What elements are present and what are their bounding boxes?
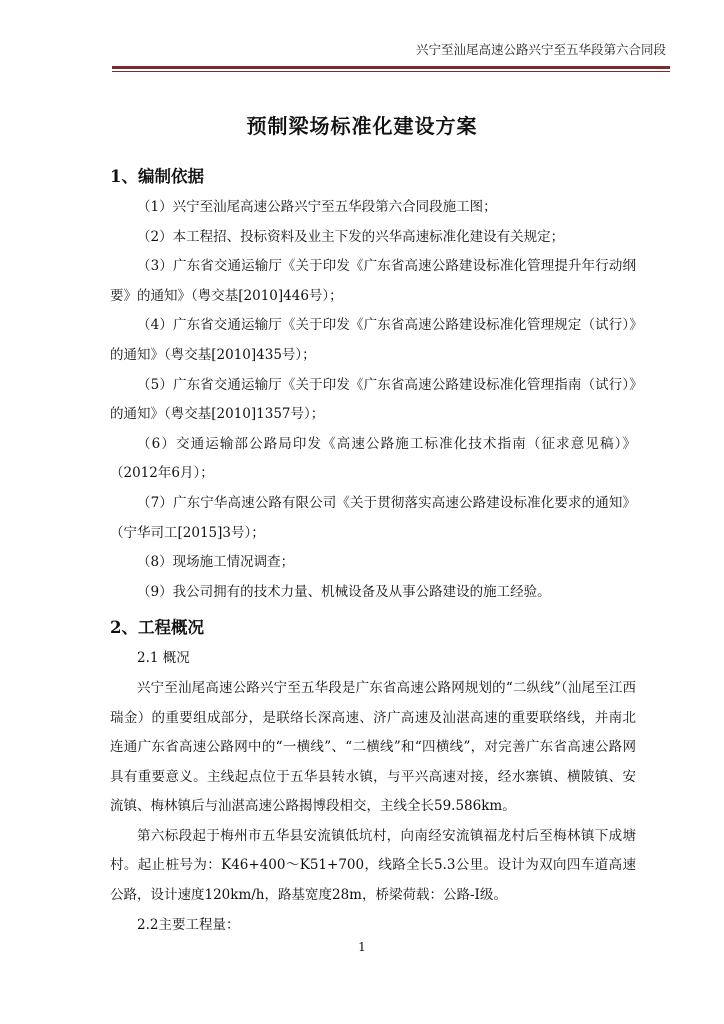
basis-item: （5）广东省交通运输厅《关于印发《广东省高速公路建设标准化管理指南（试行）》的通知》（粤交基[2010]1357号）；: [110, 376, 636, 423]
section-2-heading: 2、工程概况: [110, 618, 204, 638]
subsection-heading: 2.2主要工程量：: [137, 916, 240, 933]
basis-item: （3）广东省交通运输厅《关于印发《广东省高速公路建设标准化管理提升年行动纲要》的通知》（粤交基[2010]446号）；: [110, 258, 636, 304]
basis-item: （2）本工程招、投标资料及业主下发的兴华高速标准化建设有关规定；: [137, 228, 565, 245]
basis-item: （6）交通运输部公路局印发《高速公路施工标准化技术指南（征求意见稿）》（2012年6月）；: [110, 435, 636, 482]
document-title: 预制梁场标准化建设方案: [246, 114, 478, 138]
header-rule-thin: [112, 71, 670, 72]
document-body: [110, 160, 636, 940]
page-number: 1: [358, 940, 366, 954]
basis-item: （9）我公司拥有的技术力量、机械设备及从事公路建设的施工经验。: [137, 583, 551, 600]
section-paragraph: 第六标段起于梅州市五华县安流镇低坑村，向南经安流镇福龙村后至梅林镇下成塘村。起止桩号为：K46+400～K51+700，线路全长5.3公里。设计为双向四车道高速公路，设计速度120km/h，路基宽度28m，桥梁荷载：公路-I级。: [110, 827, 636, 904]
header-rule-thick: [112, 66, 670, 69]
basis-item: （7）广东宁华高速公路有限公司《关于贯彻落实高速公路建设标准化要求的通知》（宁华司工[2015]3号）；: [110, 494, 636, 541]
basis-item: （1）兴宁至汕尾高速公路兴宁至五华段第六合同段施工图；: [137, 199, 497, 215]
subsection-heading: 2.1 概况: [137, 650, 190, 667]
overview-paragraph: 兴宁至汕尾高速公路兴宁至五华段是广东省高速公路网规划的“二纵线”（汕尾至江西瑞金）的重要组成部分，是联络长深高速、济广高速及汕湛高速的重要联络线，并南北连通广东省高速公路网中的“一横线”、“二横线”和“四横线”，对完善广东省高速公路网具有重要意义。主线起点位于五华县转水镇，与平兴高速对接，经水寨镇、横陂镇、安流镇、梅林镇后与汕湛高速公路揭博段相交，主线全长59.586km。: [110, 679, 636, 815]
basis-item: （4）广东省交通运输厅《关于印发《广东省高速公路建设标准化管理规定（试行）》的通知》（粤交基[2010]435号）；: [110, 317, 636, 363]
running-header: 兴宁至汕尾高速公路兴宁至五华段第六合同段: [415, 42, 666, 57]
section-1-heading: 1、编制依据: [110, 167, 204, 186]
basis-item: （8）现场施工情况调查；: [137, 554, 295, 571]
